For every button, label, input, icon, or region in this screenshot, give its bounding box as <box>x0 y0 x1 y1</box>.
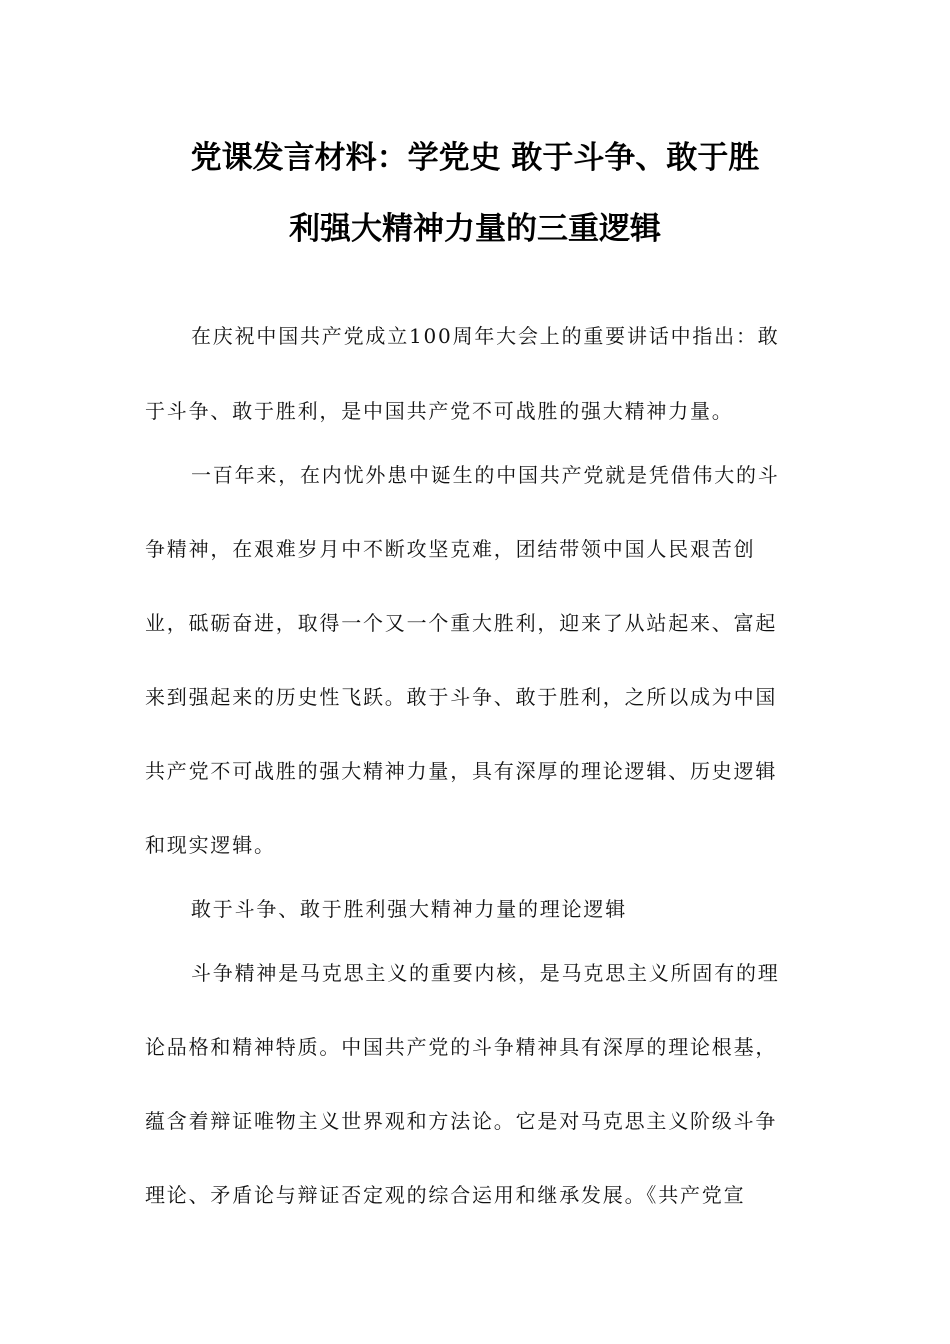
paragraph-2-line-5: 共产党不可战胜的强大精神力量，具有深厚的理论逻辑、历史逻辑 <box>145 759 778 783</box>
paragraph-2-line-2: 争精神，在艰难岁月中不断攻坚克难，团结带领中国人民艰苦创 <box>145 537 756 561</box>
paragraph-2-line-3: 业，砥砺奋进，取得一个又一个重大胜利，迎来了从站起来、富起 <box>145 611 778 635</box>
paragraph-3-line-2: 论品格和精神特质。中国共产党的斗争精神具有深厚的理论根基， <box>145 1035 778 1059</box>
paragraph-1-line-1: 在庆祝中国共产党成立100周年大会上的重要讲话中指出：敢 <box>191 324 780 348</box>
document-title-line-2: 利强大精神力量的三重逻辑 <box>289 211 661 247</box>
paragraph-2-line-6: 和现实逻辑。 <box>145 833 276 857</box>
document-title-line-1: 党课发言材料：学党史 敢于斗争、敢于胜 <box>190 140 760 176</box>
paragraph-2-line-1: 一百年来，在内忧外患中诞生的中国共产党就是凭借伟大的斗 <box>191 463 780 487</box>
paragraph-3-line-4: 理论、矛盾论与辩证否定观的综合运用和继承发展。《共产党宣 <box>145 1183 746 1207</box>
paragraph-2-line-4: 来到强起来的历史性飞跃。敢于斗争、敢于胜利，之所以成为中国 <box>145 685 778 709</box>
paragraph-3-line-3: 蕴含着辩证唯物主义世界观和方法论。它是对马克思主义阶级斗争 <box>145 1109 778 1133</box>
paragraph-1-line-2: 于斗争、敢于胜利，是中国共产党不可战胜的强大精神力量。 <box>145 399 734 423</box>
section-heading: 敢于斗争、敢于胜利强大精神力量的理论逻辑 <box>191 897 627 921</box>
paragraph-3-line-1: 斗争精神是马克思主义的重要内核，是马克思主义所固有的理 <box>191 961 780 985</box>
